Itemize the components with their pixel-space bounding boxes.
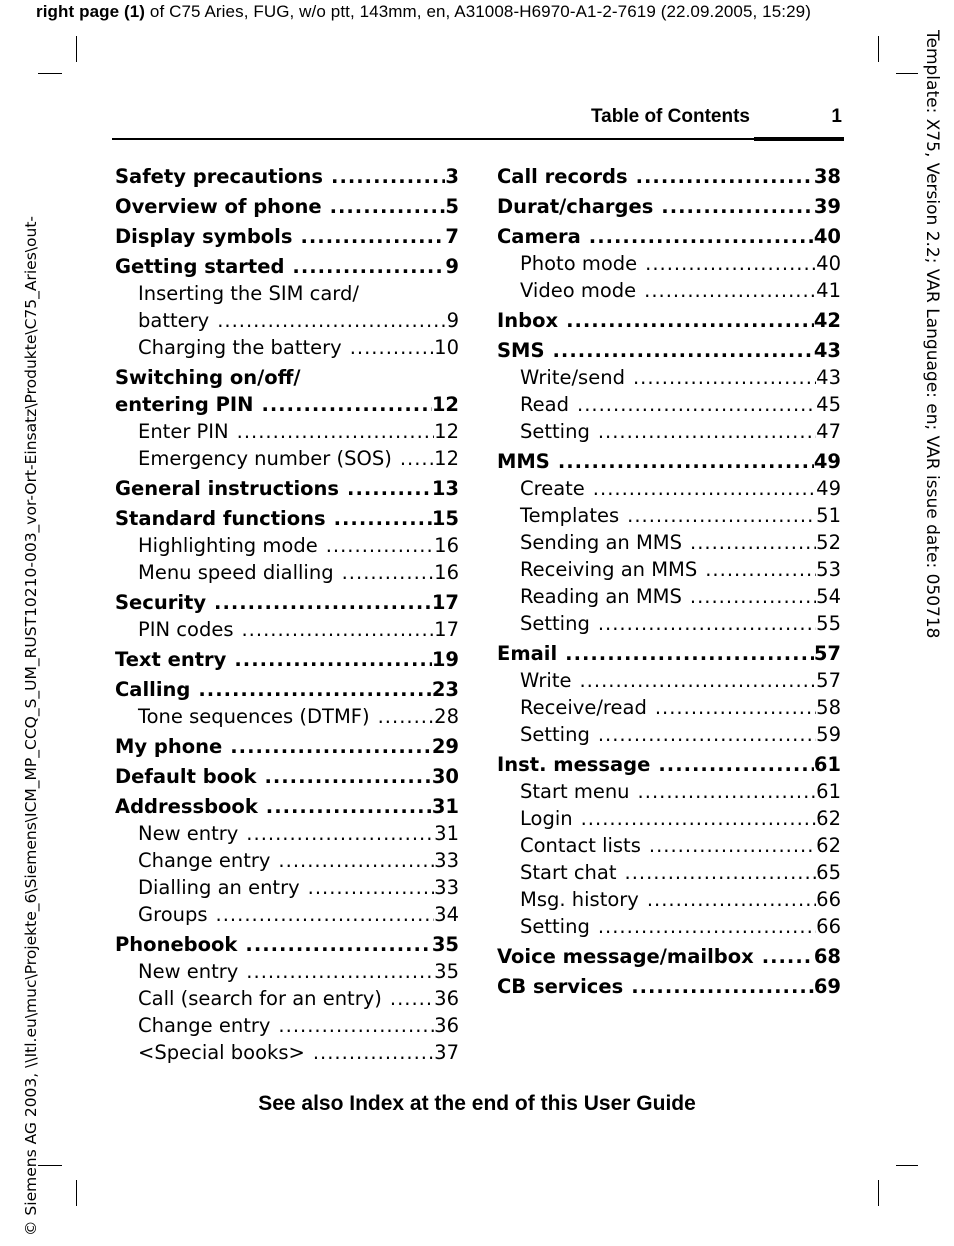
toc-entry-label: Inbox	[497, 309, 559, 332]
toc-entry[interactable]	[115, 1012, 459, 1039]
toc-page-number: 47	[816, 420, 841, 443]
toc-page-number: 23	[431, 678, 459, 701]
dot-leader	[573, 805, 817, 832]
dot-leader	[322, 193, 446, 220]
dot-leader	[636, 277, 816, 304]
toc-entry[interactable]	[115, 193, 459, 220]
toc-entry-label: CB services	[497, 975, 624, 998]
dot-leader	[545, 337, 814, 364]
toc-entry-label: Addressbook	[115, 795, 258, 818]
toc-entry-label: Setting	[520, 723, 590, 746]
dot-leader	[697, 556, 816, 583]
toc-entry-label: Calling	[115, 678, 191, 701]
toc-entry-label: Setting	[520, 612, 590, 635]
toc-entry-label: battery	[138, 309, 210, 332]
toc-page-number: 39	[813, 195, 841, 218]
toc-entry-label: New entry	[138, 822, 239, 845]
toc-page-number: 42	[813, 309, 841, 332]
toc-page-number: 36	[434, 1014, 459, 1037]
toc-page-number: 40	[816, 252, 841, 275]
toc-page-number: 51	[816, 504, 841, 527]
toc-entry[interactable]	[497, 973, 841, 1000]
dot-leader	[300, 874, 435, 901]
toc-entry-label: Login	[520, 807, 573, 830]
toc-entry[interactable]	[115, 985, 459, 1012]
toc-entry[interactable]	[497, 805, 841, 832]
dot-leader	[550, 448, 814, 475]
toc-page-number: 10	[434, 336, 459, 359]
toc-entry-label: Photo mode	[520, 252, 638, 275]
toc-entry[interactable]	[497, 250, 841, 277]
toc-entry[interactable]	[115, 307, 459, 334]
toc-page-number: 36	[434, 987, 459, 1010]
toc-entry-label: Setting	[520, 420, 590, 443]
dot-leader	[625, 364, 816, 391]
toc-page-number: 55	[816, 612, 841, 635]
toc-entry[interactable]	[497, 832, 841, 859]
crop-mark	[878, 1180, 879, 1206]
toc-entry[interactable]	[497, 721, 841, 748]
toc-entry[interactable]	[115, 733, 459, 760]
dot-leader	[647, 694, 816, 721]
toc-page-number: 58	[816, 696, 841, 719]
dot-leader	[256, 763, 431, 790]
toc-entry-label: Tone sequences (DTMF)	[138, 705, 370, 728]
toc-page-number: 29	[431, 735, 459, 758]
toc-entry[interactable]	[497, 277, 841, 304]
toc-entry-label: Setting	[520, 915, 590, 938]
toc-page-number: 15	[431, 507, 459, 530]
toc-page-number: 61	[816, 780, 841, 803]
dot-leader	[569, 391, 816, 418]
toc-entry-label: Standard functions	[115, 507, 326, 530]
dot-leader	[284, 253, 445, 280]
toc-entry[interactable]	[497, 913, 841, 940]
template-info-vertical: Template: X75, Version 2.2; VAR Language: en; VAR issue date: 050718	[922, 30, 942, 639]
toc-entry-label: Video mode	[520, 279, 637, 302]
toc-page-number: 3	[445, 165, 459, 188]
header-rule-thick	[754, 137, 844, 141]
print-info-bold: right page (1)	[36, 2, 146, 21]
page-number: 1	[831, 106, 842, 127]
toc-page-number: 45	[816, 393, 841, 416]
toc-entry-label: Emergency number (SOS)	[138, 447, 392, 470]
toc-entry[interactable]	[497, 694, 841, 721]
dot-leader	[342, 334, 434, 361]
toc-entry-label: Reading an MMS	[520, 585, 682, 608]
toc-page-number: 7	[445, 225, 459, 248]
dot-leader	[206, 589, 432, 616]
toc-page-number: 34	[434, 903, 459, 926]
toc-entry[interactable]	[497, 859, 841, 886]
toc-entry[interactable]	[115, 958, 459, 985]
toc-entry-label: Change entry	[138, 1014, 271, 1037]
toc-entry-label: Inserting the SIM card/	[138, 282, 359, 305]
dot-leader	[334, 559, 435, 586]
toc-page-number: 62	[816, 834, 841, 857]
toc-entry-label: Inst. message	[497, 753, 651, 776]
dot-leader	[557, 640, 814, 667]
dot-leader	[305, 1039, 434, 1066]
crop-mark	[878, 36, 879, 62]
toc-page-number: 28	[434, 705, 459, 728]
toc-entry[interactable]	[497, 163, 841, 190]
toc-page-number: 57	[816, 669, 841, 692]
crop-mark	[76, 36, 77, 62]
toc-entry-label: Contact lists	[520, 834, 641, 857]
toc-entry[interactable]	[115, 418, 459, 445]
dot-leader	[682, 583, 816, 610]
toc-page-number: 12	[434, 447, 459, 470]
toc-entry-label: Read	[520, 393, 569, 416]
toc-entry-label: Change entry	[138, 849, 271, 872]
toc-entry-label: My phone	[115, 735, 223, 758]
dot-leader	[682, 529, 816, 556]
dot-leader	[237, 931, 431, 958]
dot-leader	[238, 820, 434, 847]
toc-entry-label: Switching on/off/	[115, 366, 301, 389]
toc-entry[interactable]	[497, 529, 841, 556]
toc-page-number: 52	[816, 531, 841, 554]
dot-leader	[581, 223, 814, 250]
toc-page-number: 69	[813, 975, 841, 998]
dot-leader	[292, 223, 445, 250]
dot-leader	[617, 859, 817, 886]
toc-entry-label: Charging the battery	[138, 336, 342, 359]
toc-entry-label: Start chat	[520, 861, 617, 884]
toc-page-number: 31	[431, 795, 459, 818]
page-title: Table of Contents	[590, 106, 750, 127]
toc-entry-label: Camera	[497, 225, 581, 248]
dot-leader	[229, 418, 435, 445]
dot-leader	[590, 610, 816, 637]
toc-entry[interactable]	[497, 193, 841, 220]
toc-page-number: 9	[446, 309, 459, 332]
dot-leader	[637, 250, 816, 277]
toc-entry[interactable]	[115, 1039, 459, 1066]
toc-entry[interactable]	[115, 223, 459, 250]
toc-page-number: 35	[431, 933, 459, 956]
toc-entry-label: Start menu	[520, 780, 630, 803]
toc-entry-label: Voice message/mailbox	[497, 945, 754, 968]
dot-leader	[270, 847, 434, 874]
dot-leader	[653, 193, 814, 220]
toc-entry-label: Text entry	[115, 648, 227, 671]
toc-page-number: 30	[431, 765, 459, 788]
toc-page-number: 57	[813, 642, 841, 665]
dot-leader	[590, 721, 816, 748]
toc-entry[interactable]	[497, 418, 841, 445]
dot-leader	[233, 616, 434, 643]
toc-entry[interactable]	[497, 223, 841, 250]
toc-page-number: 40	[813, 225, 841, 248]
toc-entry-label: Overview of phone	[115, 195, 322, 218]
dot-leader	[641, 832, 816, 859]
dot-leader	[323, 163, 445, 190]
toc-entry[interactable]	[115, 445, 459, 472]
toc-column-right	[497, 160, 841, 1000]
dot-leader	[270, 1012, 434, 1039]
toc-entry[interactable]	[115, 874, 459, 901]
toc-page-number: 33	[434, 849, 459, 872]
toc-page-number: 33	[434, 876, 459, 899]
index-note: See also Index at the end of this User Guide	[258, 1092, 696, 1115]
page-header	[112, 104, 844, 140]
dot-leader	[639, 886, 816, 913]
toc-page-number: 54	[816, 585, 841, 608]
crop-mark	[896, 73, 918, 74]
toc-entry-label: Getting started	[115, 255, 285, 278]
dot-leader	[190, 676, 431, 703]
toc-page-number: 9	[445, 255, 459, 278]
dot-leader	[571, 667, 816, 694]
toc-entry[interactable]	[497, 448, 841, 475]
toc-entry-label: Highlighting mode	[138, 534, 318, 557]
dot-leader	[650, 751, 813, 778]
toc-page-number: 16	[434, 534, 459, 557]
toc-entry-label: PIN codes	[138, 618, 234, 641]
toc-page-number: 5	[445, 195, 459, 218]
toc-entry-label: SMS	[497, 339, 545, 362]
toc-page-number: 31	[434, 822, 459, 845]
toc-page-number: 38	[813, 165, 841, 188]
toc-entry[interactable]	[497, 610, 841, 637]
toc-entry-label: Msg. history	[520, 888, 639, 911]
toc-entry[interactable]	[115, 475, 459, 502]
toc-entry-label: Display symbols	[115, 225, 293, 248]
toc-entry[interactable]	[115, 163, 459, 190]
toc-page-number: 59	[816, 723, 841, 746]
toc-page-number: 17	[434, 618, 459, 641]
toc-entry[interactable]	[497, 337, 841, 364]
toc-page-number: 37	[434, 1041, 459, 1064]
toc-page-number: 66	[816, 915, 841, 938]
print-info-text: of C75 Aries, FUG, w/o ptt, 143mm, en, A31008-H6970-A1-2-7619 (22.09.2005, 15:29)	[145, 2, 811, 21]
dot-leader	[628, 163, 814, 190]
toc-page-number: 65	[816, 861, 841, 884]
toc-page-number: 41	[816, 279, 841, 302]
toc-entry[interactable]	[115, 253, 459, 280]
dot-leader	[558, 307, 814, 334]
toc-entry[interactable]	[497, 307, 841, 334]
dot-leader	[226, 646, 431, 673]
toc-entry[interactable]	[497, 364, 841, 391]
toc-page-number: 62	[816, 807, 841, 830]
toc-entry[interactable]	[497, 667, 841, 694]
toc-entry[interactable]	[497, 943, 841, 970]
toc-page-number: 43	[816, 366, 841, 389]
toc-entry-label: Write/send	[520, 366, 625, 389]
toc-entry[interactable]	[497, 502, 841, 529]
toc-page-number: 17	[431, 591, 459, 614]
toc-page-number: 19	[431, 648, 459, 671]
dot-leader	[382, 985, 434, 1012]
dot-leader	[339, 475, 432, 502]
toc-entry[interactable]	[497, 475, 841, 502]
toc-entry[interactable]	[115, 589, 459, 616]
crop-mark	[896, 1165, 918, 1166]
toc-entry[interactable]	[115, 616, 459, 643]
toc-entry[interactable]	[497, 778, 841, 805]
toc-entry-label: Durat/charges	[497, 195, 654, 218]
dot-leader	[623, 973, 814, 1000]
dot-leader	[370, 703, 435, 730]
toc-entry-label: General instructions	[115, 477, 340, 500]
toc-page-number: 68	[813, 945, 841, 968]
toc-entry[interactable]	[497, 751, 841, 778]
toc-entry[interactable]	[497, 886, 841, 913]
toc-entry[interactable]	[115, 847, 459, 874]
dot-leader	[208, 901, 435, 928]
toc-page-number: 49	[816, 477, 841, 500]
dot-leader	[754, 943, 814, 970]
crop-mark	[76, 1180, 77, 1206]
toc-page-number: 49	[813, 450, 841, 473]
crop-mark	[38, 1165, 62, 1166]
toc-entry[interactable]	[115, 703, 459, 730]
toc-page-number: 66	[816, 888, 841, 911]
toc-entry-label: Dialling an entry	[138, 876, 300, 899]
dot-leader	[318, 532, 434, 559]
dot-leader	[590, 913, 816, 940]
print-info-line	[36, 2, 811, 22]
toc-entry[interactable]	[115, 334, 459, 361]
toc-entry-label: entering PIN	[115, 393, 254, 416]
toc-entry[interactable]	[115, 532, 459, 559]
toc-entry-label: Write	[520, 669, 572, 692]
dot-leader	[619, 502, 816, 529]
header-rule	[112, 138, 754, 140]
copyright-path-vertical: © Siemens AG 2003, \\Itl.eu\muc\Projekte_6\Siemens\ICM_MP_CCQ_S_UM_RUST10210-003_vor-Ort-Einsatz\Produkte\C75_Aries\out-	[22, 216, 40, 1236]
toc-page-number: 12	[434, 420, 459, 443]
toc-page-number: 16	[434, 561, 459, 584]
toc-page-number: 53	[816, 558, 841, 581]
toc-page-number: 13	[431, 477, 459, 500]
toc-entry-label: Safety precautions	[115, 165, 324, 188]
toc-entry-label: Templates	[520, 504, 620, 527]
toc-entry[interactable]	[115, 763, 459, 790]
toc-column-left	[115, 160, 459, 1066]
toc-entry[interactable]	[497, 556, 841, 583]
dot-leader	[209, 307, 446, 334]
toc-entry-label: Receiving an MMS	[520, 558, 698, 581]
toc-entry[interactable]	[115, 901, 459, 928]
toc-entry[interactable]	[115, 391, 459, 418]
dot-leader	[258, 793, 432, 820]
toc-entry[interactable]	[497, 640, 841, 667]
toc-entry-label: Create	[520, 477, 585, 500]
toc-entry-label: Call records	[497, 165, 628, 188]
toc-entry[interactable]	[115, 505, 459, 532]
toc-page-number: 12	[431, 393, 459, 416]
dot-leader	[238, 958, 434, 985]
toc-entry-label: New entry	[138, 960, 239, 983]
toc-entry-label: Receive/read	[520, 696, 647, 719]
toc-entry-label: Security	[115, 591, 207, 614]
toc-entry-label: Phonebook	[115, 933, 238, 956]
toc-entry[interactable]	[115, 559, 459, 586]
dot-leader	[590, 418, 816, 445]
dot-leader	[222, 733, 432, 760]
toc-page-number: 35	[434, 960, 459, 983]
toc-entry-label: Groups	[138, 903, 208, 926]
toc-entry-label: MMS	[497, 450, 550, 473]
toc-entry-label: <Special books>	[138, 1041, 305, 1064]
toc-entry-label: Menu speed dialling	[138, 561, 334, 584]
toc-entry[interactable]	[115, 931, 459, 958]
toc-entry[interactable]	[497, 583, 841, 610]
toc-entry[interactable]	[115, 646, 459, 673]
toc-entry-label: Call (search for an entry)	[138, 987, 382, 1010]
toc-entry-label: Default book	[115, 765, 257, 788]
toc-entry[interactable]	[115, 676, 459, 703]
toc-entry-label: Email	[497, 642, 558, 665]
toc-page-number: 43	[813, 339, 841, 362]
toc-page-number: 61	[813, 753, 841, 776]
toc-entry[interactable]	[115, 793, 459, 820]
toc-entry[interactable]	[115, 820, 459, 847]
dot-leader	[585, 475, 816, 502]
toc-entry-label: Enter PIN	[138, 420, 229, 443]
toc-entry[interactable]	[497, 391, 841, 418]
dot-leader	[326, 505, 432, 532]
dot-leader	[630, 778, 817, 805]
toc-entry-label: Sending an MMS	[520, 531, 682, 554]
dot-leader	[392, 445, 434, 472]
dot-leader	[253, 391, 431, 418]
crop-mark	[38, 73, 62, 74]
